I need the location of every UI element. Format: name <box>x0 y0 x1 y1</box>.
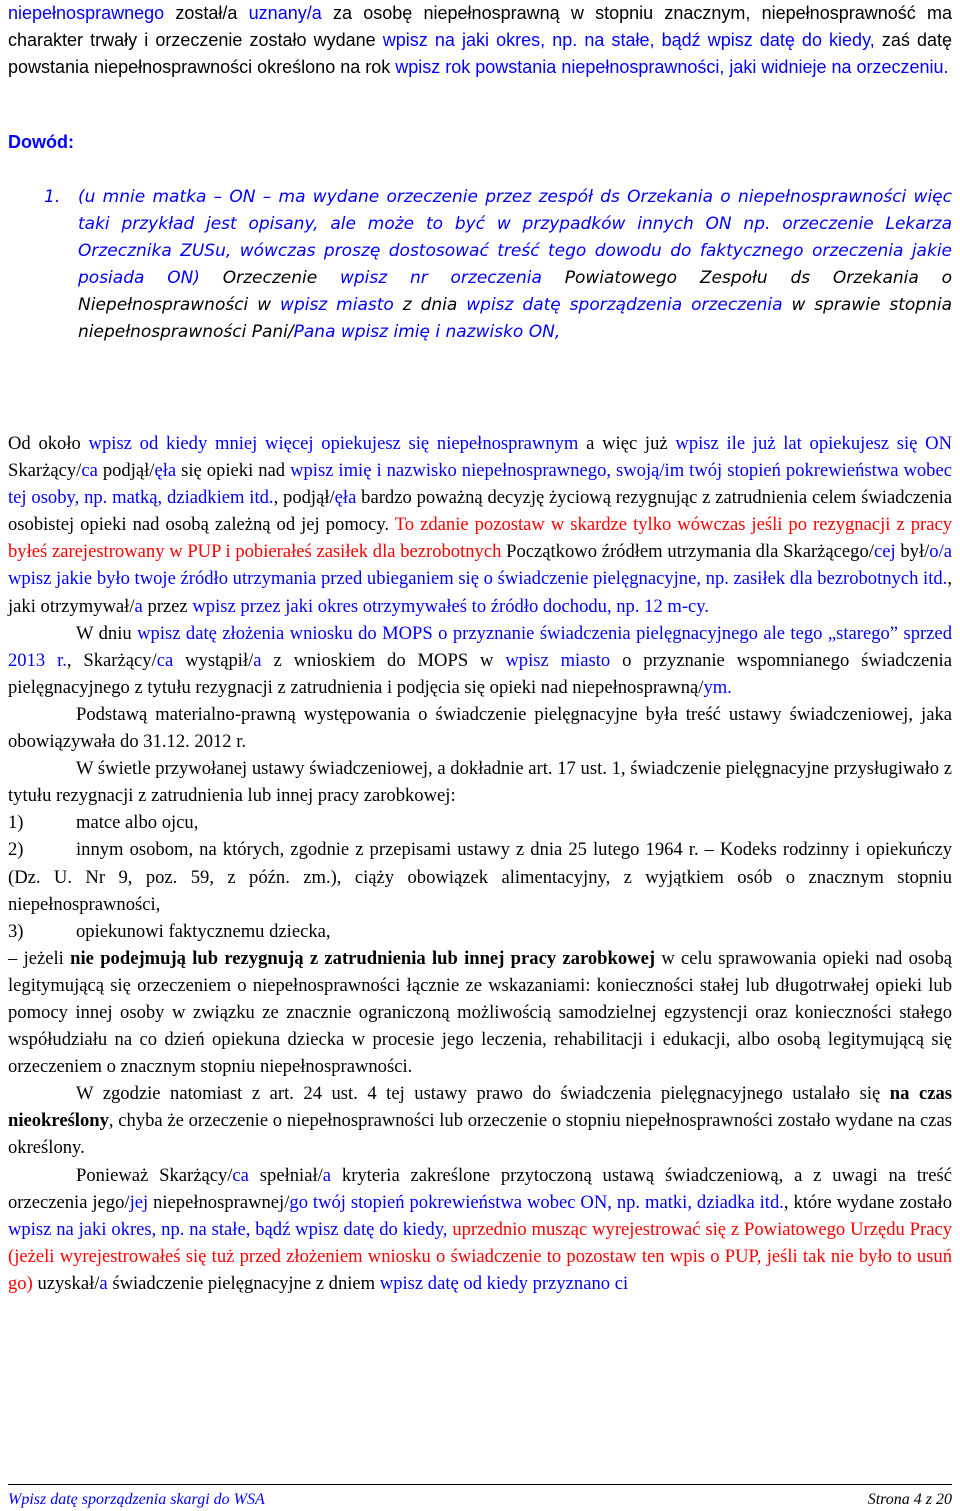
text-run: W zgodzie natomiast z art. 24 ust. 4 tej ustawy prawo do świadczenia pielęgnacyjnego ustalało się <box>76 1083 881 1105</box>
placeholder-text: ca <box>156 649 174 671</box>
placeholder-text: ęła <box>334 487 357 509</box>
placeholder-text: wpisz imię i nazwisko niepełnosprawnego, swoją/im twój stopień pokrewieństwa wobec tej osoby, np. matką, dziadkiem itd. <box>8 460 952 509</box>
paragraph-article-24 <box>8 1080 952 1161</box>
placeholder-text: wpisz rok powstania niepełnosprawności, jaki widnieje na orzeczeniu. <box>395 57 949 77</box>
text-run: wystąpił/ <box>185 649 254 671</box>
placeholder-text: go twój stopień pokrewieństwa wobec ON, np. matki, dziadka itd. <box>289 1191 784 1213</box>
text-run: Ponieważ Skarżący/ <box>76 1164 233 1186</box>
placeholder-text: wpisz datę złożenia wniosku do MOPS o przyznanie świadczenia pielęgnacyjnego ale tego „starego” sprzed 2013 r. <box>8 622 952 671</box>
text-run: spełniał/ <box>259 1164 323 1186</box>
text-run: został/a <box>175 3 238 23</box>
placeholder-text: a <box>134 595 143 617</box>
placeholder-text: ęła <box>154 460 177 482</box>
placeholder-text: cej <box>873 541 896 563</box>
proof-label: Dowód: <box>8 132 74 152</box>
page-footer <box>8 1484 952 1509</box>
placeholder-text: wpisz jakie było twoje źródło utrzymania przed ubieganiem się o świadczenie pielęgnacyjne, np. zasiłek dla bezrobotnych itd. <box>8 568 948 590</box>
placeholder-text: ca <box>232 1164 249 1186</box>
list-text: opiekunowi faktycznemu dziecka, <box>76 920 331 942</box>
text-run: Orzeczenie <box>222 268 318 289</box>
placeholder-text: wpisz przez jaki okres otrzymywałeś to źródło dochodu, np. 12 m-cy. <box>192 595 710 617</box>
text-run: Skarżący/ <box>8 460 82 482</box>
placeholder-text: wpisz datę od kiedy przyznano ci <box>379 1272 629 1294</box>
placeholder-text: wpisz datę sporządzenia orzeczenia <box>466 295 783 316</box>
text-run: za osobę niepełnosprawną w stopniu znacznym, niepełnosprawność ma charakter trwały i orzeczenie zostało wydane <box>8 3 952 50</box>
placeholder-text: wpisz od kiedy mniej więcej opiekujesz się niepełnosprawnym <box>88 433 579 454</box>
list-item <box>8 809 952 836</box>
text-run: uzyskał/ <box>37 1272 100 1294</box>
text-run: Początkowo źródłem utrzymania dla Skarżącego/ <box>506 541 874 563</box>
text-run: w celu sprawowania opieki nad osobą legitymującą się orzeczeniem o niepełnosprawności łącznie ze wskazaniami: konieczności stałej lub długotrwałej opieki lub pomocy innej osoby w związku ze znacznie ograniczoną możliwością samodzielnej egzystencji oraz konieczności stałego współudziału na co dzień opiekuna dziecka w procesie jego leczenia, rehabilitacji i edukacji, albo osobą legitymującą się orzeczeniem o znacznym stopniu niepełnosprawności. <box>8 947 952 1078</box>
placeholder-text: Pana wpisz imię i nazwisko ON, <box>293 322 561 343</box>
list-text: matce albo ojcu, <box>76 812 199 834</box>
text-run: bardzo poważną decyzję życiową rezygnując z zatrudnienia celem świadczenia osobistej opieki nad osobą zależną od jej pomocy. <box>8 487 952 536</box>
text-run: niepełnosprawnej/ <box>153 1191 290 1213</box>
placeholder-text: a <box>253 649 262 671</box>
paragraph-legal-basis: Podstawą materialno-prawną występowania o świadczenie pielęgnacyjne była treść ustawy świadczeniowej, jaka obowiązywała do 31.12. 2012 r. <box>8 703 952 753</box>
text-run: , które wydane zostało <box>783 1191 952 1213</box>
text-run: o przyznanie wspomnianego świadczenia pielęgnacyjnego z tytułu rezygnacji z zatrudnienia i podjęcia się opieki nad niepełnosprawną/ <box>8 649 952 698</box>
paragraph-care-start <box>8 430 952 620</box>
proof-item <box>8 184 952 347</box>
text-run: świadczenie pielęgnacyjne z dniem <box>112 1272 376 1294</box>
proof-note: (u mnie matka – ON – ma wydane orzeczenie przez zespół ds Orzekania o niepełnosprawności więc taki przykład jest opisany, ale może to być w przypadków innych ON np. orzeczenie Lekarza Orzecznika ZUSu, wówczas proszę dostosować treść tego dowodu do faktycznego orzeczenia jakie posiada ON) <box>78 187 952 289</box>
list-item <box>8 918 952 945</box>
emphasis-text: na czas nieokreślony <box>8 1083 952 1132</box>
text-run: był/ <box>900 541 930 563</box>
paragraph-condition <box>8 945 952 1080</box>
text-run: , podjął/ <box>273 487 335 509</box>
text-run: – jeżeli <box>8 947 64 969</box>
proof-text <box>78 184 952 347</box>
text-run: podjął/ <box>102 460 155 482</box>
placeholder-text: uznany/a <box>248 3 322 23</box>
entitled-persons-list <box>8 809 952 944</box>
placeholder-text: wpisz na jaki okres, np. na stałe, bądź wpisz datę do kiedy, <box>8 1218 448 1240</box>
list-text: innym osobom, na których, zgodnie z przepisami ustawy z dnia 25 lutego 1964 r. – Kodeks rodzinny i opiekuńczy (Dz. U. Nr 9, poz. 59, z późn. zm.), ciąży obowiązek alimentacyjny, z wyjątkiem osób o znacznym stopniu niepełnosprawności, <box>8 839 952 915</box>
paragraph-application <box>8 620 952 701</box>
text-run: , Skarżący/ <box>66 649 157 671</box>
paragraph-article-17: W świetle przywołanej ustawy świadczeniowej, a dokładnie art. 17 ust. 1, świadczenie pielęgnacyjne przysługiwało z tytułu rezygnacji z zatrudnienia lub innej pracy zarobkowej: <box>8 758 952 807</box>
list-number: 1) <box>8 812 24 834</box>
list-item <box>8 836 952 917</box>
text-run: w sprawie stopnia niepełnosprawności Pani/ <box>78 295 952 343</box>
text-run: , jaki otrzymywał/ <box>8 568 952 617</box>
placeholder-text: ym. <box>703 676 732 698</box>
text-run: zaś datę powstania niepełnosprawności określono na rok <box>8 30 953 77</box>
placeholder-text: wpisz miasto <box>280 295 394 316</box>
proof-number: 1. <box>44 187 61 207</box>
text-run: przez <box>147 595 188 617</box>
placeholder-text: wpisz nr orzeczenia <box>339 268 542 289</box>
placeholder-text: wpisz miasto <box>505 649 611 671</box>
paragraph-criteria <box>8 1162 952 1297</box>
text-run: kryteria zakreślone przytoczoną ustawą świadczeniową, a z uwagi na treść orzeczenia jego/ <box>8 1164 952 1213</box>
body-text <box>8 430 952 1297</box>
emphasis-text: nie podejmują lub rezygnują z zatrudnienia lub innej pracy zarobkowej <box>70 947 656 969</box>
text-run: z wnioskiem do MOPS w <box>273 649 494 671</box>
placeholder-text: a <box>322 1164 332 1186</box>
text-run: W dniu <box>76 622 132 644</box>
intro-paragraph <box>8 0 952 81</box>
page-number: Strona 4 z 20 <box>867 1491 952 1508</box>
text-run: , chyba że orzeczenie o niepełnosprawności lub orzeczenie o stopniu niepełnosprawności zostało wydane na czas określony. <box>8 1110 952 1159</box>
list-number: 3) <box>8 920 24 942</box>
placeholder-text: jej <box>129 1191 149 1213</box>
footer-date-placeholder: Wpisz datę sporządzenia skargi do WSA <box>8 1491 265 1508</box>
text-run: a więc już <box>586 433 668 454</box>
list-number: 2) <box>8 839 24 861</box>
placeholder-text: wpisz na jaki okres, np. na stałe, bądź wpisz datę do kiedy, <box>382 30 875 50</box>
placeholder-text: wpisz ile już lat opiekujesz się ON <box>675 433 953 454</box>
text-run: Powiatowego Zespołu ds Orzekania o Niepełnosprawności w <box>78 268 952 316</box>
placeholder-text: a <box>99 1272 108 1294</box>
placeholder-text: niepełnosprawnego <box>8 3 165 23</box>
text-run: Od około <box>8 433 81 454</box>
placeholder-text: ca <box>81 460 98 482</box>
instruction-note: uprzednio musząc wyrejestrować się z Powiatowego Urzędu Pracy (jeżeli wyrejestrowałeś się tuż przed złożeniem wniosku o świadczenie to pozostaw ten wpis o PUP, jeśli tak nie było to usuń go) <box>8 1218 952 1294</box>
text-run: się opieki nad <box>181 460 286 482</box>
instruction-note: To zdanie pozostaw w skardze tylko wówczas jeśli po rezygnacji z pracy byłeś zarejestrowany w PUP i pobierałeś zasiłek dla bezrobotnych <box>8 514 952 563</box>
placeholder-text: o/a <box>929 541 952 563</box>
text-run: z dnia <box>402 295 458 316</box>
